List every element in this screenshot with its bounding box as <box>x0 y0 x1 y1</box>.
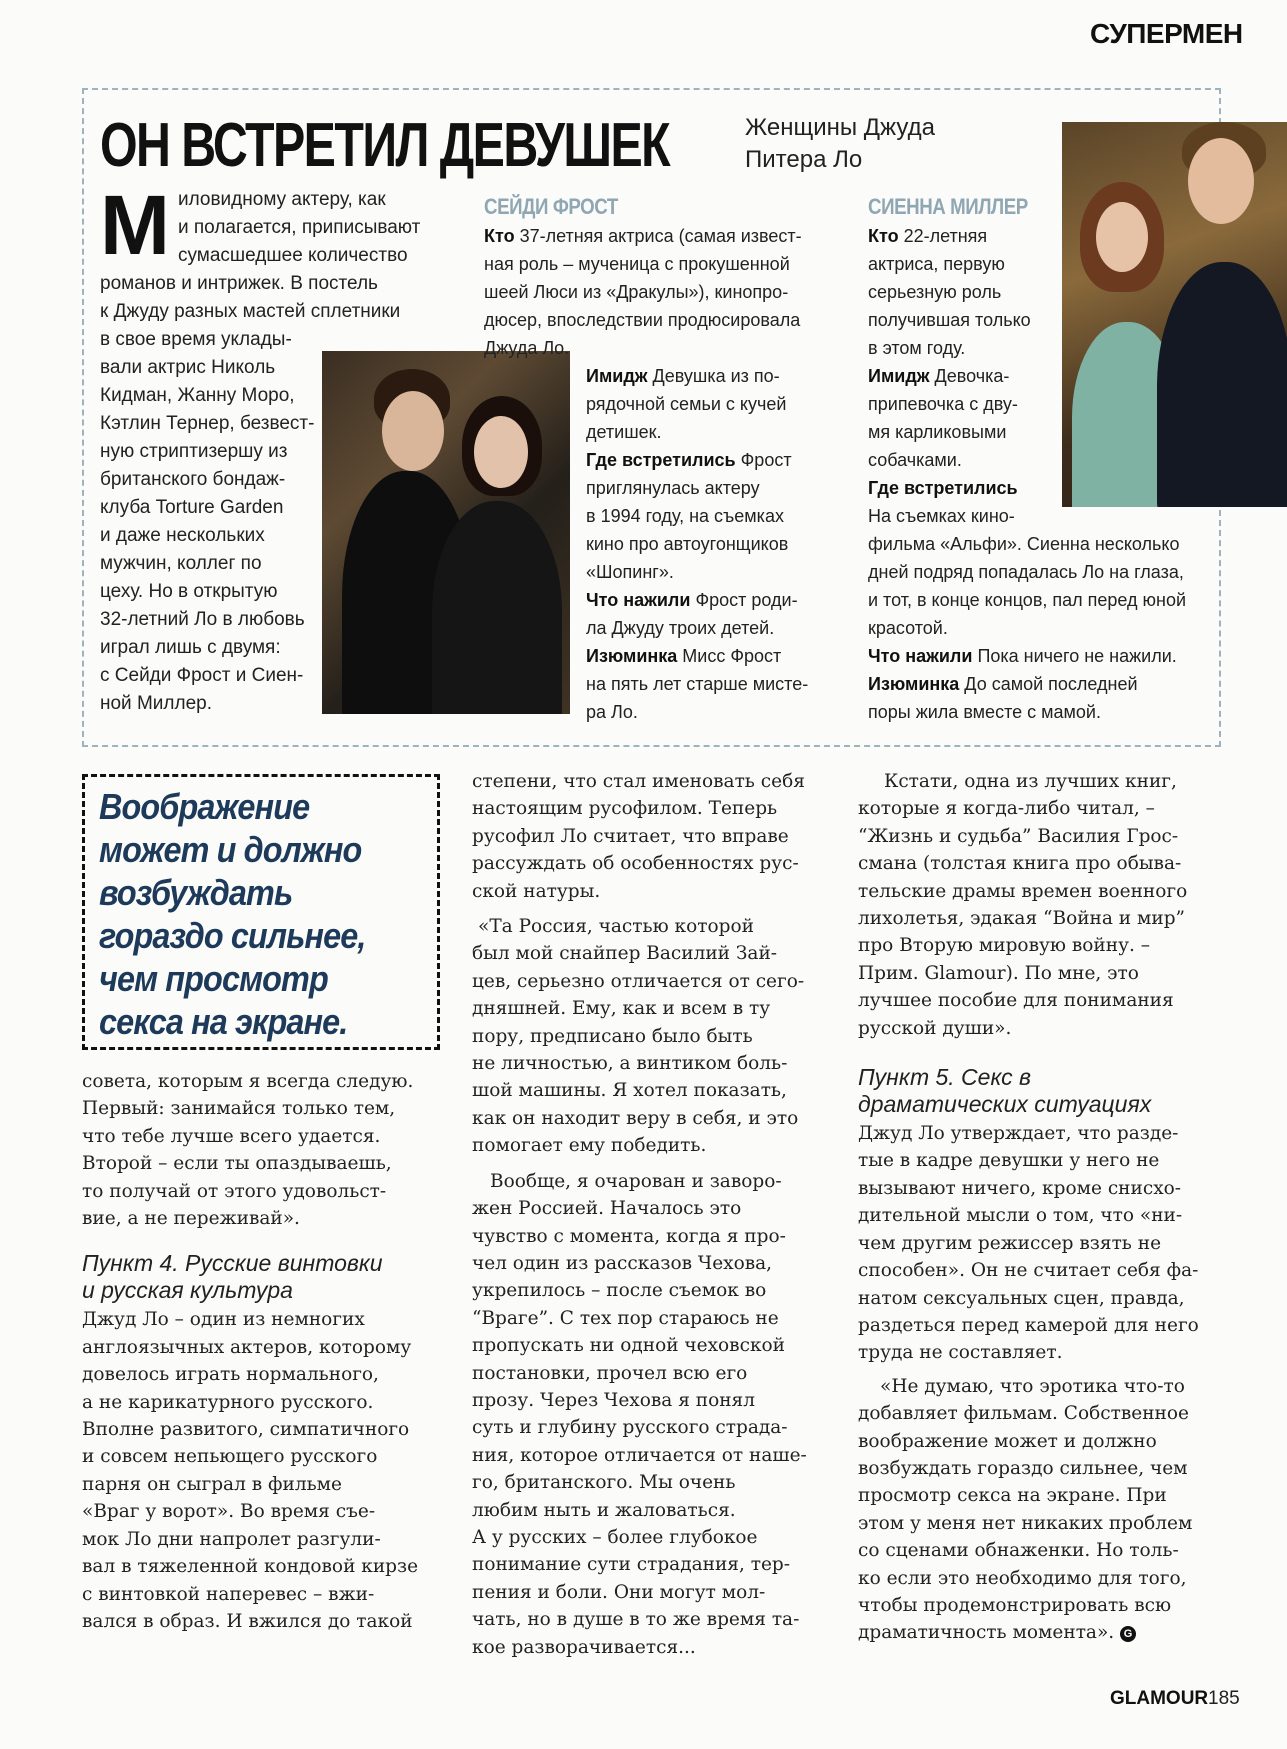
text-line: пения и боли. Они могут мол- <box>472 1581 766 1603</box>
profile-frost-details <box>586 362 826 726</box>
profile-line: рядочной семьи с кучей <box>586 394 787 414</box>
intro-line: иловидному актеру, как <box>177 189 386 210</box>
text-line: не личностью, а винтиком боль- <box>472 1053 788 1075</box>
text-line: смана (толстая книга про обыва- <box>858 853 1182 875</box>
profile-label: Кто <box>868 226 899 246</box>
text-line: рассуждать об особенностях рус- <box>472 853 799 875</box>
profile-miller-details <box>868 502 1213 726</box>
text-line: понимание сути страдания, тер- <box>472 1554 790 1576</box>
footer-brand: GLAMOUR <box>1110 1688 1209 1709</box>
sidebar-headline: ОН ВСТРЕТИЛ ДЕВУШЕК <box>100 111 670 180</box>
text-line: со сценами обнаженки. Но толь- <box>858 1540 1179 1562</box>
text-line: А у русских – более глубокое <box>472 1526 758 1548</box>
article-column-1 <box>82 1068 442 1635</box>
text-line: Вполне развитого, симпатичного <box>82 1419 410 1441</box>
profile-line: Девочка- <box>929 366 1010 386</box>
text-line: а не карикатурного русского. <box>82 1391 374 1413</box>
profile-label: Что нажили <box>586 590 691 610</box>
intro-line: цеху. Но в открытую <box>100 581 278 602</box>
text-line: способен». Он не считает себя фа- <box>858 1260 1199 1282</box>
subtitle-line: Питера Ло <box>745 146 863 173</box>
text-line: мок Ло дни напролет разгули- <box>82 1528 381 1550</box>
photo-jude-law-sienna-miller <box>1062 122 1287 507</box>
profile-label: Изюминка <box>586 646 678 666</box>
section-heading-5 <box>858 1064 1228 1118</box>
profile-line: кино про автоугонщиков <box>586 534 789 554</box>
profile-line: 22-летняя <box>898 226 988 246</box>
text-line: просмотр секса на экране. При <box>858 1485 1167 1507</box>
profile-line: До самой последней <box>959 674 1138 694</box>
text-line: шой машины. Я хотел показать, <box>472 1080 787 1102</box>
profile-line: актриса, первую <box>868 254 1005 274</box>
text-line: вызывают ничего, кроме снисхо- <box>858 1177 1182 1199</box>
profile-line: фильма «Альфи». Сиенна несколько <box>868 534 1180 554</box>
profile-line: Фрост роди- <box>690 590 798 610</box>
text-line: Джуд Ло – один из немногих <box>82 1309 365 1331</box>
text-line: степени, что стал именовать себя <box>472 771 805 792</box>
text-line: жен Россией. Началось это <box>472 1198 742 1220</box>
pull-quote <box>82 774 440 1050</box>
page-number: 185 <box>1208 1688 1240 1709</box>
profile-label: Имидж <box>586 366 648 386</box>
profile-line: в 1994 году, на съемках <box>586 506 784 526</box>
text-line: ской натуры. <box>472 880 601 902</box>
profile-line: дюсер, впоследствии продюсировала <box>484 310 801 330</box>
text-line: натом сексуальных сцен, правда, <box>858 1287 1185 1309</box>
text-line: цев, серьезно отличается от сего- <box>472 970 805 992</box>
profile-line: дней подряд попадалась Ло на глаза, <box>868 562 1184 582</box>
pull-quote-line: секса на экране. <box>99 1001 348 1042</box>
text-line: тые в кадре девушки у него не <box>858 1150 1160 1172</box>
profile-line: собачками. <box>868 450 962 470</box>
text-line: чтобы продемонстрировать всю <box>858 1594 1172 1616</box>
photo-jude-law-sadie-frost <box>322 351 570 714</box>
profile-line: 37-летняя актриса (самая извест- <box>514 226 802 246</box>
text-line: и совсем непьющего русского <box>82 1446 378 1468</box>
profile-line: ра Ло. <box>586 702 638 722</box>
text-line: англоязычных актеров, которому <box>82 1336 412 1358</box>
pull-quote-line: может и должно <box>99 829 362 870</box>
profile-line: припевочка с дву- <box>868 394 1018 414</box>
text-line: дняшней. Ему, как и всем в ту <box>472 998 771 1020</box>
profile-line: в этом году. <box>868 338 966 358</box>
text-line: помогает ему победить. <box>472 1135 707 1157</box>
text-line: укрепилось – после съемок во <box>472 1280 767 1302</box>
intro-line: и полагается, приписывают <box>177 217 421 238</box>
profile-label: Где встретились <box>868 478 1018 498</box>
text-line: вие, а не переживай». <box>82 1208 300 1230</box>
profile-line: ная роль – мученица с прокушенной <box>484 254 790 274</box>
text-line: Джуд Ло утверждает, что разде- <box>858 1123 1179 1145</box>
text-line: добавляет фильмам. Собственное <box>858 1403 1189 1425</box>
profile-line: красотой. <box>868 618 948 638</box>
intro-line: британского бондаж- <box>100 469 286 490</box>
text-line: про Вторую мировую войну. – <box>858 935 1150 957</box>
heading-line: Пункт 5. Секс в <box>858 1064 1031 1091</box>
text-line: чел один из рассказов Чехова, <box>472 1252 773 1274</box>
profile-line: «Шопинг». <box>586 562 674 582</box>
profile-line: шеей Люси из «Дракулы»), кинопро- <box>484 282 789 302</box>
text-line: ко если это необходимо для того, <box>858 1567 1187 1589</box>
text-line: драматичность момента». <box>858 1622 1115 1644</box>
text-line: Кстати, одна из лучших книг, <box>884 771 1177 792</box>
pull-quote-line: возбуждать <box>99 872 293 913</box>
text-line: «Враг у ворот». Во время съе- <box>82 1501 376 1523</box>
text-line: чем другим режиссер взять не <box>858 1232 1162 1254</box>
text-line: чать, но в душе в то же время та- <box>472 1609 800 1631</box>
profile-line: Фрост <box>735 450 792 470</box>
profile-label: Имидж <box>868 366 930 386</box>
text-line: воображение может и должно <box>858 1430 1157 1452</box>
text-line: пору, предписано было быть <box>472 1025 753 1047</box>
intro-line: ной Миллер. <box>100 693 212 714</box>
text-line: с винтовкой наперевес – вжи- <box>82 1583 375 1605</box>
text-line: возбуждать гораздо сильнее, чем <box>858 1457 1188 1479</box>
text-line: русофил Ло считает, что вправе <box>472 825 789 847</box>
text-line: настоящим русофилом. Теперь <box>472 798 778 820</box>
article-column-2 <box>472 768 832 1661</box>
text-line: был мой снайпер Василий Зай- <box>472 943 778 965</box>
profile-miller-who <box>868 222 1068 502</box>
article-column-3 <box>858 768 1228 1647</box>
text-line: вался в образ. И вжился до такой <box>82 1610 413 1632</box>
text-line: го, британского. Мы очень <box>472 1472 736 1494</box>
text-line: труда не составляет. <box>858 1342 1063 1364</box>
intro-line: с Сейди Фрост и Сиен- <box>100 665 304 686</box>
intro-line: Кидман, Жанну Моро, <box>100 385 295 406</box>
intro-line: мужчин, коллег по <box>100 553 262 574</box>
profile-line: Девушка из по- <box>647 366 780 386</box>
profile-line: и тот, в конце концов, пал перед юной <box>868 590 1187 610</box>
subtitle-line: Женщины Джуда <box>745 114 935 141</box>
text-line: лихолетья, эдакая “Война и мир” <box>858 908 1186 930</box>
intro-line: играл лишь с двумя: <box>100 637 281 658</box>
intro-line: ную стриптизершу из <box>100 441 288 462</box>
profile-label: Что нажили <box>868 646 973 666</box>
text-line: довелось играть нормального, <box>82 1364 379 1386</box>
text-line: любим ныть и жаловаться. <box>472 1499 736 1521</box>
pull-quote-line: Воображение <box>99 786 310 827</box>
text-line: Второй – если ты опаздываешь, <box>82 1153 392 1175</box>
dropcap: М <box>100 178 170 272</box>
profile-line: Пока ничего не нажили. <box>972 646 1177 666</box>
pull-quote-line: чем просмотр <box>99 958 328 999</box>
text-line: лучшее пособие для понимания <box>858 990 1174 1012</box>
profile-label: Где встретились <box>586 450 736 470</box>
heading-line: и русская культура <box>82 1277 293 1304</box>
text-line: совета, которым я всегда следую. <box>82 1071 414 1092</box>
profile-label: Изюминка <box>868 674 960 694</box>
heading-line: драматических ситуациях <box>858 1091 1152 1118</box>
intro-line: 32-летний Ло в любовь <box>100 609 305 630</box>
text-line: парня он сыграл в фильме <box>82 1473 342 1495</box>
end-mark-icon: G <box>1120 1626 1136 1642</box>
text-line: раздеться перед камерой для него <box>858 1314 1199 1336</box>
heading-line: Пункт 4. Русские винтовки <box>82 1250 383 1277</box>
profile-line: приглянулась актеру <box>586 478 760 498</box>
profile-line: получившая только <box>868 310 1031 330</box>
profile-line: серьезную роль <box>868 282 1002 302</box>
text-line: Вообще, я очарован и заворо- <box>490 1170 782 1192</box>
intro-line: к Джуду разных мастей сплетники <box>100 301 401 322</box>
profile-line: ла Джуду троих детей. <box>586 618 775 638</box>
profile-line: детишек. <box>586 422 662 442</box>
profile-line: Джуда Ло. <box>484 338 570 358</box>
sidebar-subtitle <box>745 112 965 176</box>
text-line: как он находит веру в себя, и это <box>472 1107 799 1129</box>
profile-line: мя карликовыми <box>868 422 1007 442</box>
profile-label: Кто <box>484 226 515 246</box>
text-line: прозу. Через Чехова я понял <box>472 1389 755 1411</box>
section-heading-4 <box>82 1250 442 1304</box>
text-line: «Не думаю, что эротика что-то <box>880 1375 1185 1397</box>
intro-line: сумасшедшее количество <box>177 245 408 266</box>
intro-line: Кэтлин Тернер, безвест- <box>100 413 315 434</box>
intro-line: в свое время уклады- <box>100 329 292 350</box>
text-line: чувство с момента, когда я про- <box>472 1225 786 1247</box>
profile-line: поры жила вместе с мамой. <box>868 702 1101 722</box>
text-line: дительной мысли о том, что «ни- <box>858 1205 1183 1227</box>
text-line: “Жизнь и судьба” Василия Грос- <box>858 825 1179 847</box>
profile-frost-who <box>484 222 824 362</box>
text-line: тельские драмы времен военного <box>858 880 1188 902</box>
section-label: СУПЕРМЕН <box>1090 18 1243 49</box>
text-line: кое разворачивается... <box>472 1636 696 1658</box>
text-line: что тебе лучше всего удается. <box>82 1125 381 1147</box>
pull-quote-line: гораздо сильнее, <box>99 915 366 956</box>
text-line: то получай от этого удовольст- <box>82 1180 387 1202</box>
intro-line: и даже нескольких <box>100 525 265 546</box>
text-line: этом у меня нет никаких проблем <box>858 1512 1193 1534</box>
profile-miller-name: СИЕННА МИЛЛЕР <box>868 194 1028 219</box>
text-line: «Та Россия, частью которой <box>478 916 754 938</box>
profile-line: На съемках кино- <box>868 506 1015 526</box>
profile-frost-name: СЕЙДИ ФРОСТ <box>484 194 618 219</box>
intro-line: вали актрис Николь <box>100 357 276 378</box>
text-line: русской души». <box>858 1017 1012 1039</box>
text-line: Первый: занимайся только тем, <box>82 1098 396 1120</box>
intro-line: клуба Torture Garden <box>100 497 284 518</box>
text-line: суть и глубину русского страда- <box>472 1417 788 1439</box>
text-line: которые я когда-либо читал, – <box>858 798 1155 820</box>
profile-line: на пять лет старше мисте- <box>586 674 809 694</box>
text-line: вал в тяжеленной кондовой кирзе <box>82 1556 419 1578</box>
text-line: постановки, прочел всю его <box>472 1362 748 1384</box>
text-line: ния, которое отличается от наше- <box>472 1444 807 1466</box>
intro-line: романов и интрижек. В постель <box>100 273 378 294</box>
profile-line: Мисс Фрост <box>677 646 782 666</box>
text-line: Прим. Glamour). По мне, это <box>858 962 1139 984</box>
text-line: “Враге”. С тех пор стараюсь не <box>472 1307 779 1329</box>
text-line: пропускать ни одной чеховской <box>472 1335 785 1357</box>
